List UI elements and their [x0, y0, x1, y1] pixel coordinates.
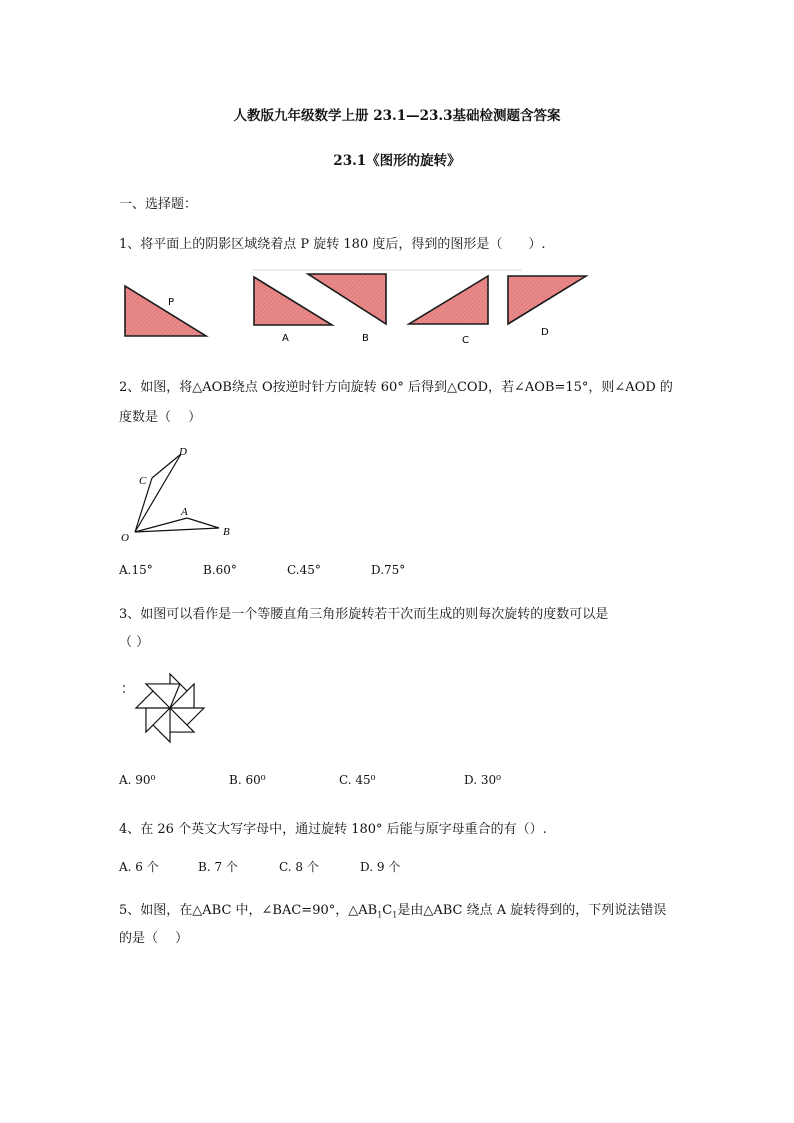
question-1-figure [0, 262, 794, 362]
section-subtitle: 23.1《图形的旋转》 [333, 153, 461, 169]
point-o-label: O [121, 532, 129, 544]
document-title: 人教版九年级数学上册 23.1—23.3基础检测题含答案 [233, 108, 561, 124]
question-4-option-b: B. 7 个 [198, 860, 238, 874]
question-3-line-1: 3、如图可以看作是一个等腰直角三角形旋转若干次而生成的则每次旋转的度数可以是 [119, 607, 609, 622]
option-a-triangle [254, 277, 332, 325]
question-2-option-d: D.75° [371, 563, 406, 577]
question-2-option-c: C.45° [287, 563, 321, 577]
question-4-option-c: C. 8 个 [279, 860, 319, 874]
question-5-text-a: 5、如图，在△ABC 中，∠BAC=90°，△AB [119, 903, 378, 918]
option-d-triangle [508, 276, 586, 324]
question-5-text-b: C [382, 903, 393, 918]
point-d-label: D [179, 446, 187, 458]
label-d: D [541, 327, 549, 338]
question-4-option-d: D. 9 个 [360, 860, 401, 874]
question-4-option-a: A. 6 个 [119, 860, 159, 874]
point-b-label: B [223, 526, 230, 538]
question-3-line-2: （ ） [119, 635, 150, 650]
question-5-line-1 [119, 899, 666, 920]
question-2-line-2: 度数是（ ） [119, 410, 202, 425]
shaded-triangle-original [125, 286, 206, 336]
label-p: P [168, 297, 175, 308]
question-1-text: 1、将平面上的阴影区域绕着点 P 旋转 180 度后，得到的图形是（ ）. [119, 237, 546, 252]
question-4-text: 4、在 26 个英文大写字母中，通过旋转 180° 后能与原字母重合的有（）. [119, 822, 547, 837]
label-c: C [462, 335, 469, 346]
question-3-option-c: C. 45⁰ [339, 773, 376, 787]
section-heading: 一、选择题： [119, 197, 198, 212]
label-b: B [362, 333, 369, 344]
question-2-option-b: B.60° [203, 563, 237, 577]
option-c-triangle [409, 276, 488, 324]
point-a-label: A [181, 506, 188, 518]
question-3-option-d: D. 30⁰ [464, 773, 501, 787]
question-3-option-a: A. 90⁰ [119, 773, 156, 787]
question-3-option-b: B. 60⁰ [229, 773, 266, 787]
question-5-line-2: 的是（ ） [119, 931, 189, 946]
question-2-figure [115, 440, 255, 550]
question-2-option-a: A.15° [119, 563, 153, 577]
question-5-text-c: 是由△ABC 绕点 A 旋转得到的，下列说法错误 [397, 903, 667, 918]
question-5-subscript-2: 1 [392, 910, 398, 920]
label-a: A [282, 333, 289, 344]
question-2-line-1: 2、如图，将△AOB绕点 O按逆时针方向旋转 60° 后得到△COD，若∠AOB=15°，则∠AOD 的 [119, 380, 673, 395]
question-5-subscript-1: 1 [377, 910, 383, 920]
question-3-pinwheel-figure [120, 662, 220, 752]
point-c-label: C [139, 475, 147, 487]
